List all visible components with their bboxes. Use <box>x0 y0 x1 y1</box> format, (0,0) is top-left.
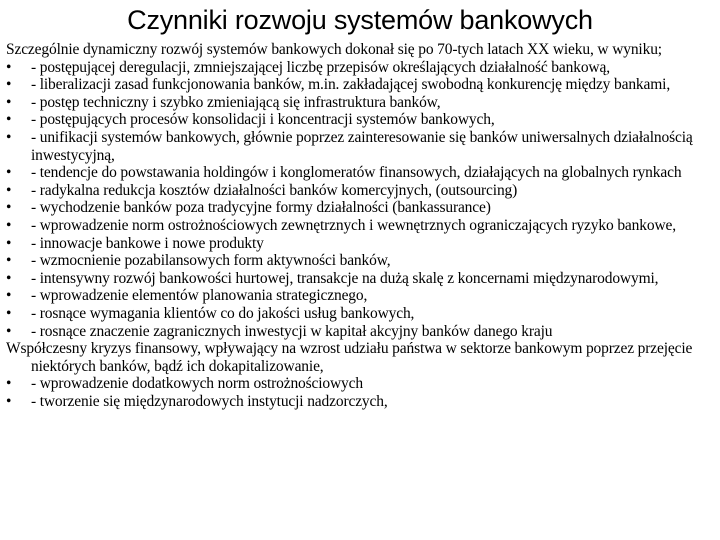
bullet-icon: • <box>6 252 12 270</box>
list-item <box>6 76 714 94</box>
bullet-icon: • <box>6 164 12 182</box>
list-item-text: - tendencje do powstawania holdingów i konglomeratów finansowych, działających na globalnych rynkach <box>31 164 682 182</box>
list-item <box>6 111 714 129</box>
list-item <box>6 182 714 200</box>
list-item <box>6 217 714 235</box>
bullet-icon: • <box>6 181 12 199</box>
list-item <box>6 94 714 112</box>
list-item-text: - liberalizacji zasad funkcjonowania banków, m.in. zakładającej swobodną konkurencję między bankami, <box>31 76 671 94</box>
list-item <box>6 252 714 270</box>
bullet-icon: • <box>6 234 12 252</box>
list-item <box>6 305 714 323</box>
list-item <box>6 235 714 253</box>
list-item <box>6 164 714 182</box>
intro-paragraph: Szczególnie dynamiczny rozwój systemów bankowych dokonał się po 70-tych latach XX wieku, w wyniku; <box>6 41 662 58</box>
bullet-icon: • <box>6 128 12 146</box>
list-item <box>6 59 714 77</box>
list-item-text: - wprowadzenie norm ostrożnościowych zewnętrznych i wewnętrznych ograniczających ryzyko bankowe, <box>31 216 676 234</box>
list-item-text: - rosnące wymagania klientów co do jakości usług bankowych, <box>31 304 415 322</box>
list-item-text: - unifikacji systemów bankowych, głównie poprzez zainteresowanie się banków uniwersalnych działalnością inwestycyjną, <box>31 128 693 164</box>
bullet-icon: • <box>6 392 12 410</box>
list-item-text: - intensywny rozwój bankowości hurtowej, transakcje na dużą skalę z koncernami międzynarodowymi, <box>31 269 659 287</box>
crisis-paragraph: Współczesny kryzys finansowy, wpływający na wzrost udziału państwa w sektorze bankowym poprzez przejęcie niektórych banków, bądź ich dokapitalizowanie, <box>6 340 693 375</box>
list-item-text: - rosnące znaczenie zagranicznych inwestycji w kapitał akcyjny banków danego kraju <box>31 322 553 340</box>
list-item <box>6 287 714 305</box>
bullet-icon: • <box>6 76 12 94</box>
slide-body <box>6 41 714 410</box>
bullet-icon: • <box>6 216 12 234</box>
bullet-icon: • <box>6 199 12 217</box>
list-item-text: - radykalna redukcja kosztów działalności banków komercyjnych, (outsourcing) <box>31 181 518 199</box>
slide-title: Czynniki rozwoju systemów bankowych <box>127 5 593 35</box>
list-item-text: - postępującej deregulacji, zmniejszającej liczbę przepisów określających działalność bankową, <box>31 58 610 76</box>
bullet-icon: • <box>6 287 12 305</box>
bullet-icon: • <box>6 111 12 129</box>
bullet-icon: • <box>6 304 12 322</box>
list-item-text: - wychodzenie banków poza tradycyjne formy działalności (bankassurance) <box>31 199 491 217</box>
bullet-icon: • <box>6 375 12 393</box>
bullet-icon: • <box>6 58 12 76</box>
list-item-text: - innowacje bankowe i nowe produkty <box>31 234 264 252</box>
list-item <box>6 323 714 341</box>
bullet-icon: • <box>6 93 12 111</box>
list-item-text: - tworzenie się międzynarodowych instytucji nadzorczych, <box>31 392 388 410</box>
list-item <box>6 129 714 164</box>
bullet-icon: • <box>6 269 12 287</box>
list-item-text: - wprowadzenie elementów planowania strategicznego, <box>31 287 368 305</box>
factor-list <box>6 59 714 341</box>
list-item <box>6 199 714 217</box>
list-item-text: - postępujących procesów konsolidacji i koncentracji systemów bankowych, <box>31 111 495 129</box>
list-item <box>6 393 714 411</box>
list-item <box>6 375 714 393</box>
crisis-factor-list <box>6 375 714 410</box>
bullet-icon: • <box>6 322 12 340</box>
list-item-text: - wprowadzenie dodatkowych norm ostrożnościowych <box>31 375 363 393</box>
list-item-text: - wzmocnienie pozabilansowych form aktywności banków, <box>31 252 391 270</box>
list-item <box>6 270 714 288</box>
list-item-text: - postęp techniczny i szybko zmieniającą się infrastruktura banków, <box>31 93 441 111</box>
